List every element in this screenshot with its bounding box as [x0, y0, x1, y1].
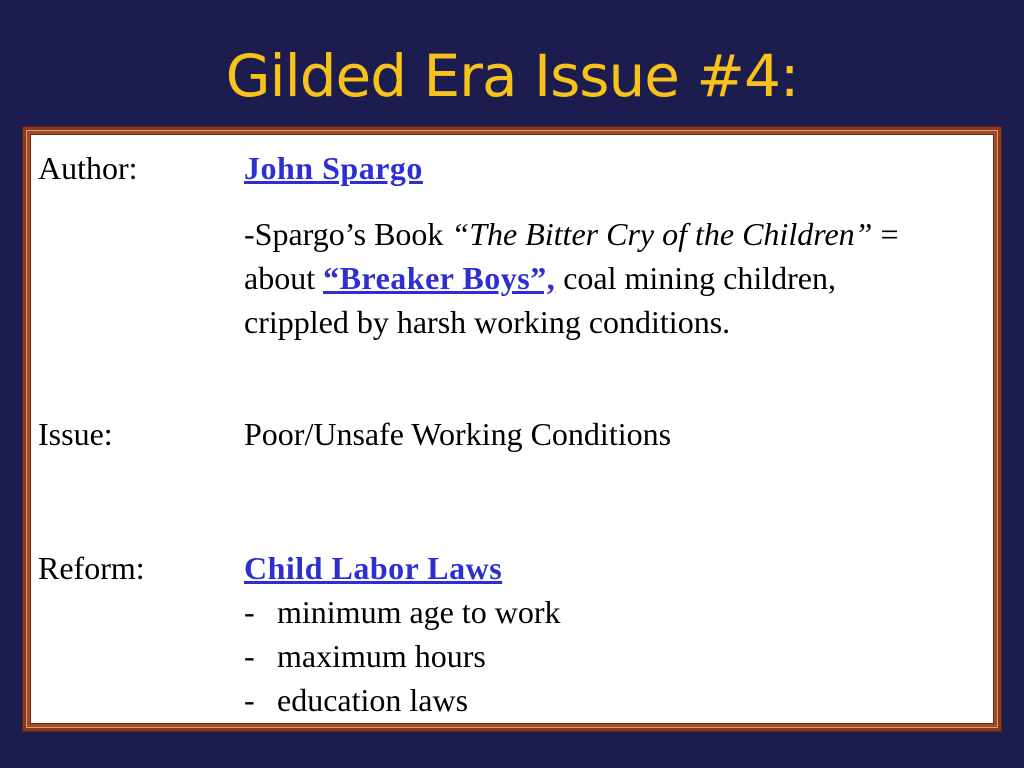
reform-bullet — [244, 634, 486, 678]
author-link[interactable]: John Spargo — [244, 150, 423, 186]
reform-value — [244, 546, 502, 590]
bullet-text: minimum age to work — [277, 594, 561, 630]
reform-bullet — [244, 678, 468, 722]
issue-value: Poor/Unsafe Working Conditions — [244, 416, 672, 452]
book-title: “The Bitter Cry of the Children” — [451, 216, 873, 252]
breaker-boys-link[interactable]: “Breaker Boys”, — [323, 260, 556, 296]
content-box — [30, 134, 994, 724]
author-label: Author: — [38, 150, 138, 186]
description-middle: = about — [244, 216, 899, 296]
bullet-dash: - — [244, 638, 255, 674]
reform-link[interactable]: Child Labor Laws — [244, 550, 503, 586]
bullet-text: education laws — [277, 682, 469, 718]
issue-label: Issue: — [38, 416, 113, 452]
content-area — [31, 135, 993, 723]
author-value — [244, 146, 423, 190]
description-suffix: coal mining children, crippled by harsh working conditions. — [244, 260, 836, 340]
reform-label: Reform: — [38, 550, 145, 586]
bullet-dash: - — [244, 594, 255, 630]
reform-bullet — [244, 590, 561, 634]
slide-title: Gilded Era Issue #4: — [225, 42, 799, 110]
bullet-text: maximum hours — [277, 638, 486, 674]
description-prefix: -Spargo’s Book — [244, 216, 452, 252]
bullet-dash: - — [244, 682, 255, 718]
description-paragraph — [244, 212, 944, 344]
content-frame — [22, 126, 1002, 732]
frame-border — [26, 130, 998, 728]
